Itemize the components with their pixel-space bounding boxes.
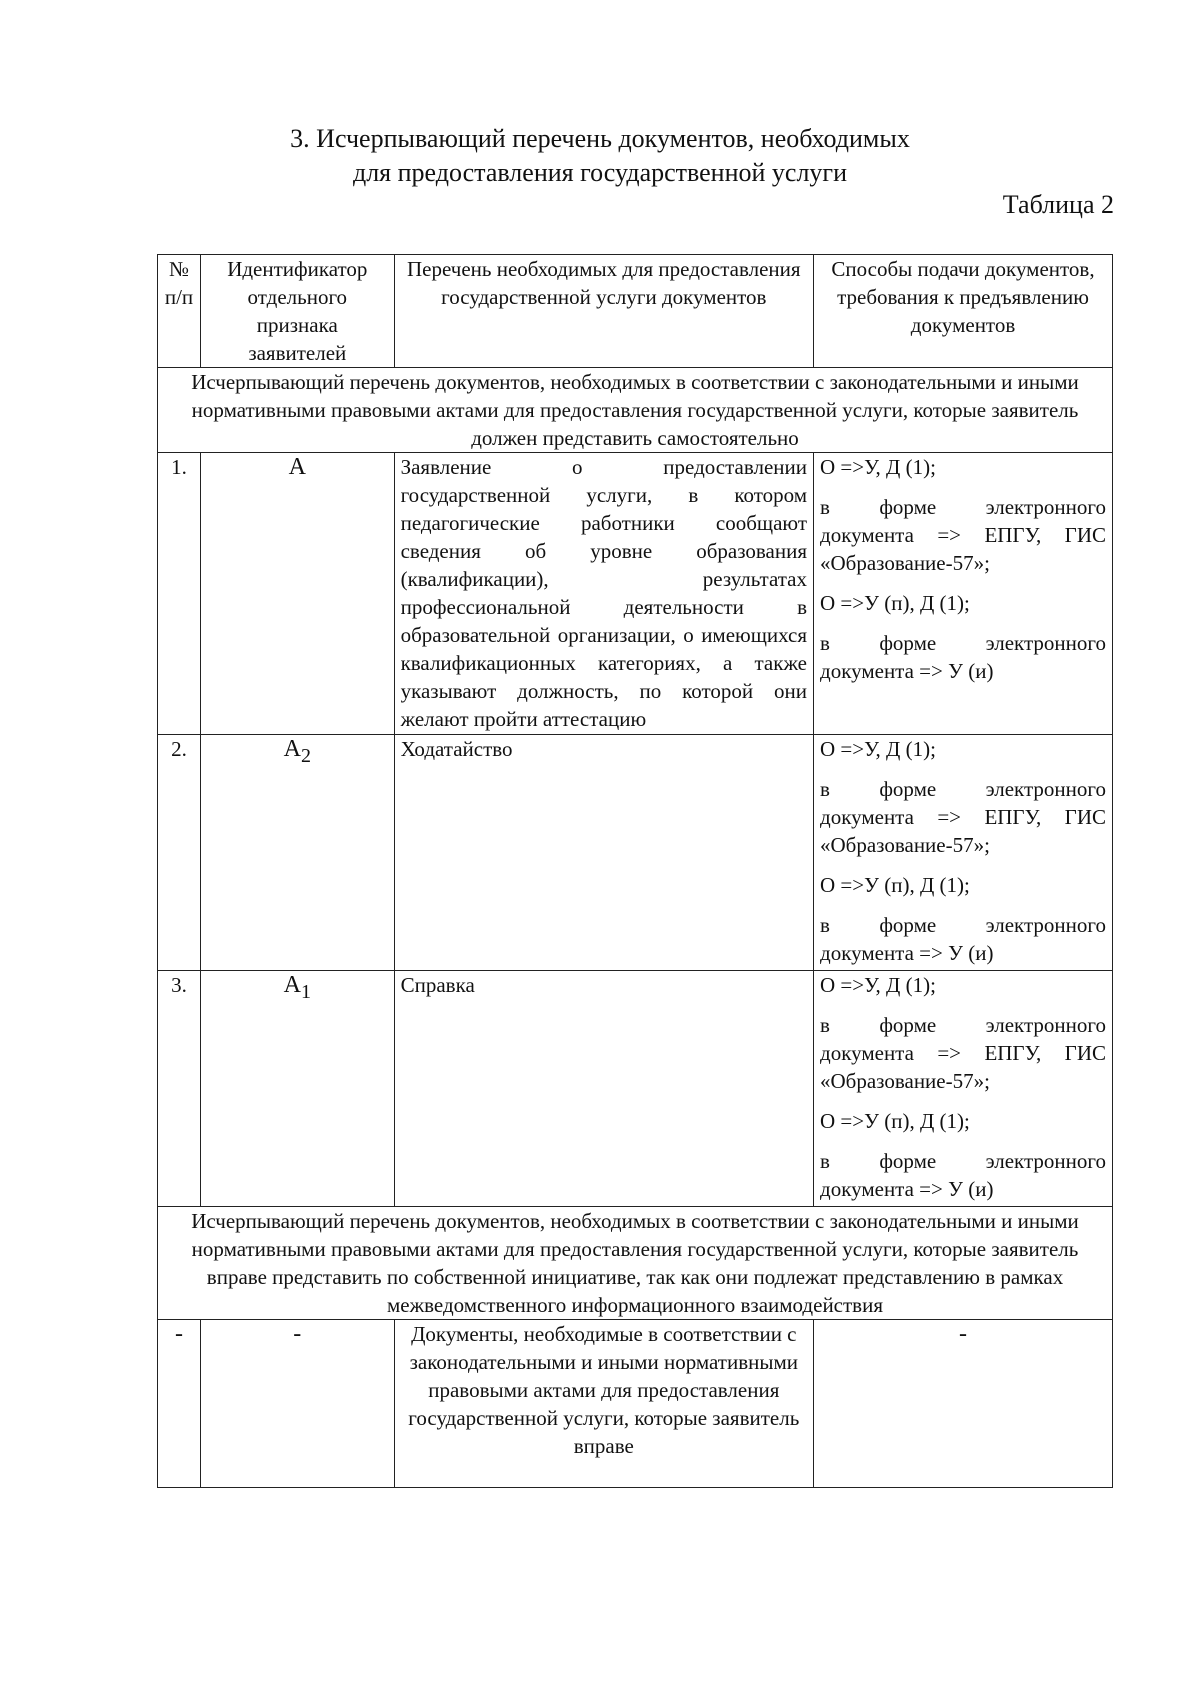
method-item: в форме электронного документа => ЕПГУ, ГИС «Образование-57»; — [820, 1013, 1106, 1093]
row-2-ident — [201, 735, 395, 971]
table-row — [158, 735, 1113, 971]
method-item: в форме электронного документа => У (и) — [820, 1149, 1106, 1201]
row-1-num: 1. — [158, 453, 201, 735]
table-row — [158, 1320, 1113, 1488]
ident-base: А — [283, 736, 301, 762]
method-item: О =>У (п), Д (1); — [820, 873, 970, 897]
row-3-num: 3. — [158, 971, 201, 1207]
header-num: № п/п — [158, 255, 201, 368]
table-label: Таблица 2 — [1002, 190, 1114, 219]
method-item: в форме электронного документа => У (и) — [820, 913, 1106, 965]
last-row-doc: Документы, необходимые в соответствии с законодательными и иными нормативными правовыми актами для предоставления государственной услуги, которые заявитель вправе — [394, 1320, 813, 1488]
section-1-text: Исчерпывающий перечень документов, необходимых в соответствии с законодательными и иными нормативными правовыми актами для предоставления государственной услуги, которые заявитель должен представить самостоятельно — [158, 368, 1113, 453]
ident-subscript: 1 — [300, 980, 311, 1003]
row-1-ident: А — [201, 453, 395, 735]
last-row-methods: - — [814, 1320, 1113, 1488]
row-3-methods — [814, 971, 1113, 1207]
method-item: О =>У, Д (1); — [820, 455, 936, 479]
row-3-ident — [201, 971, 395, 1207]
header-row — [158, 255, 1113, 368]
row-2-doc: Ходатайство — [394, 735, 813, 971]
row-2-methods — [814, 735, 1113, 971]
method-item: О =>У, Д (1); — [820, 973, 936, 997]
last-row-num: - — [158, 1320, 201, 1488]
section-row-2 — [158, 1207, 1113, 1320]
header-docs: Перечень необходимых для предоставления государственной услуги документов — [394, 255, 813, 368]
documents-table — [157, 254, 1113, 1488]
method-item: в форме электронного документа => У (и) — [820, 631, 1106, 683]
method-item: О =>У (п), Д (1); — [820, 1109, 970, 1133]
method-item: О =>У (п), Д (1); — [820, 591, 970, 615]
header-ident: Идентификатор отдельного признака заявителей — [201, 255, 395, 368]
section-2-text: Исчерпывающий перечень документов, необходимых в соответствии с законодательными и иными нормативными правовыми актами для предоставления государственной услуги, которые заявитель вправе представить по собственной инициативе, так как они подлежат представлению в рамках межведомственного информационного взаимодействия — [158, 1207, 1113, 1320]
title-line-1: 3. Исчерпывающий перечень документов, необходимых — [290, 124, 910, 153]
method-item: О =>У, Д (1); — [820, 737, 936, 761]
ident-subscript: 2 — [300, 744, 311, 767]
row-1-methods — [814, 453, 1113, 735]
method-item: в форме электронного документа => ЕПГУ, ГИС «Образование-57»; — [820, 777, 1106, 857]
method-item: в форме электронного документа => ЕПГУ, ГИС «Образование-57»; — [820, 495, 1106, 575]
row-1-doc: Заявление о предоставлении государственной услуги, в котором педагогические работники сообщают сведения об уровне образования (квалификации), результатах профессиональной деятельности в образовательной организации, о имеющихся квалификационных категориях, а также указывают должность, по которой они желают пройти аттестацию — [394, 453, 813, 735]
row-3-doc: Справка — [394, 971, 813, 1207]
row-2-num: 2. — [158, 735, 201, 971]
ident-base: А — [283, 972, 301, 998]
table-row — [158, 453, 1113, 735]
page-title — [0, 122, 1200, 190]
table-row — [158, 971, 1113, 1207]
section-row-1 — [158, 368, 1113, 453]
last-row-ident: - — [201, 1320, 395, 1488]
header-methods: Способы подачи документов, требования к предъявлению документов — [814, 255, 1113, 368]
title-line-2: для предоставления государственной услуги — [352, 158, 848, 187]
